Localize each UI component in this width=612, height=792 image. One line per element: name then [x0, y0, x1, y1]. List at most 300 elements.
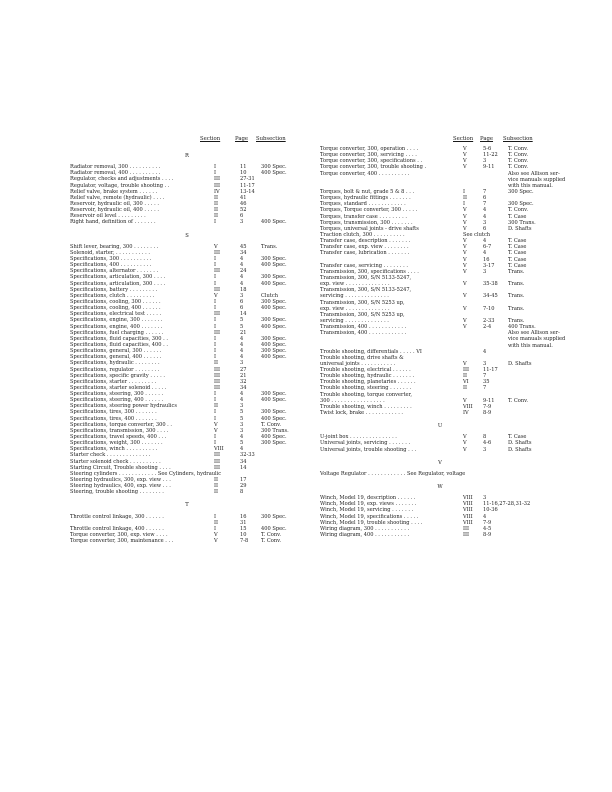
- entry-subsection: D. Shafts: [508, 446, 532, 453]
- entry-page: 7: [483, 373, 487, 380]
- entry-name: Torques, standard . . . . . . . . . . . .: [320, 201, 406, 208]
- entry-section: II: [214, 489, 219, 496]
- entry-name: Specifications, starter . . . . . . . . .: [70, 378, 157, 385]
- entry-section: III: [463, 525, 470, 532]
- entry-page: 4: [483, 348, 487, 355]
- entry-subsection: 400 Spec.: [261, 170, 287, 177]
- entry-page: 11-17: [483, 367, 498, 374]
- entry-name: Reservoir, hydraulic oil, 300 . . . . .: [70, 200, 159, 207]
- index-column-right: [320, 136, 566, 539]
- entry-name: Specifications, winch . . . . . . . . . .: [70, 446, 158, 453]
- index-letter-heading: V: [438, 459, 442, 466]
- page-header: Page: [235, 136, 249, 142]
- entry-section: VIII: [463, 513, 473, 520]
- entry-subsection: T. Conv.: [508, 158, 529, 165]
- entry-section: V: [463, 213, 467, 220]
- entry-name: Transmission, 400 . . . . . . . . . . . .: [320, 330, 407, 337]
- entry-page: 4: [240, 446, 244, 453]
- entry-page: 14: [240, 311, 247, 318]
- entry-section: II: [214, 213, 219, 220]
- entry-subsection: T. Case: [508, 256, 527, 263]
- entry-name: Radiator removal, 300 . . . . . . . . . .: [70, 164, 161, 171]
- entry-page: 16: [240, 513, 247, 520]
- entry-page: 6: [483, 225, 487, 232]
- entry-name: Specifications, battery . . . . . . . . .: [70, 286, 158, 293]
- entry-name: Wiring diagram, 300 . . . . . . . . . . .: [320, 525, 410, 532]
- entry-name: Transmission, 400 . . . . . . . . . . . .: [320, 324, 407, 331]
- index-letter-heading: S: [185, 232, 189, 239]
- entry-subsection: with this manual.: [508, 342, 553, 349]
- entry-section: III: [214, 452, 221, 459]
- entry-page: 16: [483, 256, 490, 263]
- entry-section: V: [214, 292, 218, 299]
- entry-subsection: Clutch: [261, 292, 278, 299]
- entry-subsection: 300 Spec.: [261, 348, 287, 355]
- entry-name: Winch, Model 19, exp. views . . . . . . .: [320, 501, 417, 508]
- entry-section: V: [214, 538, 218, 545]
- entry-subsection: 400 Spec.: [261, 397, 287, 404]
- entry-page: 3: [483, 360, 487, 367]
- entry-name: Specifications, specific gravity . . . . .: [70, 372, 166, 379]
- entry-subsection: T. Conv.: [508, 397, 529, 404]
- entry-page: 5: [240, 317, 244, 324]
- entry-section: I: [214, 525, 217, 532]
- entry-section: III: [214, 464, 221, 471]
- entry-page: 3: [483, 158, 487, 165]
- entry-name: Torques, hydraulic fittings . . . . . . .: [320, 195, 411, 202]
- entry-name: Torques, Torque converter, 300 . . . . .: [320, 207, 418, 214]
- entry-section: II: [214, 483, 219, 490]
- entry-section: II: [214, 477, 219, 484]
- entry-section: V: [463, 268, 467, 275]
- entry-name: Specifications, torque converter, 300 . .: [70, 421, 173, 428]
- entry-section: I: [214, 409, 217, 416]
- entry-page: 27: [240, 366, 247, 373]
- entry-subsection: 300 Spec.: [261, 409, 287, 416]
- entry-section: V: [463, 324, 467, 331]
- entry-page: 35: [483, 379, 490, 386]
- entry-section: V: [463, 293, 467, 300]
- entry-page: 32: [240, 378, 247, 385]
- entry-section: VIII: [214, 446, 224, 453]
- entry-section: V: [463, 397, 467, 404]
- entry-page: 13-14: [240, 188, 255, 195]
- entry-subsection: 400 Spec.: [261, 262, 287, 269]
- entry-section: I: [214, 164, 217, 171]
- entry-name: Torques, bolt & nut, grade 5 & 8 . . .: [320, 188, 415, 195]
- entry-subsection: 300 Spec.: [508, 201, 534, 208]
- entry-name: Regulator, checks and adjustments . . . .: [70, 176, 174, 183]
- entry-subsection: T. Case: [508, 250, 527, 257]
- entry-section: I: [214, 317, 217, 324]
- entry-subsection: D. Shafts: [508, 225, 532, 232]
- entry-section: IV: [463, 410, 469, 417]
- entry-name: Specifications, alternator . . . . . . .: [70, 268, 159, 275]
- entry-page: 4: [240, 341, 244, 348]
- entry-page: 3: [240, 292, 244, 299]
- entry-name: Trouble shooting, winch . . . . . . . . .: [320, 403, 412, 410]
- entry-page: 3: [483, 495, 487, 502]
- entry-section: VIII: [463, 507, 473, 514]
- entry-name: Specifications, steering, 400 . . . . . .: [70, 397, 164, 404]
- entry-page: 3: [483, 268, 487, 275]
- entry-page: 11-22: [483, 152, 498, 159]
- entry-page: 4: [240, 262, 244, 269]
- entry-name: Specifications, electrical test . . . . .: [70, 311, 162, 318]
- entry-page: 7-8: [240, 538, 249, 545]
- entry-page: 24: [240, 268, 247, 275]
- entry-name: Steering hydraulics, 300, exp. view . . .: [70, 477, 171, 484]
- entry-section: I: [214, 323, 217, 330]
- entry-section: III: [214, 249, 221, 256]
- entry-page: 5: [240, 415, 244, 422]
- entry-section: V: [463, 250, 467, 257]
- entry-subsection: 400 Spec.: [261, 354, 287, 361]
- entry-name: Transmission, 300, S/N 5133-5247,: [320, 274, 412, 281]
- entry-name: universal joints . . . . . . . . . . .: [320, 360, 396, 367]
- column-header: [70, 136, 304, 146]
- subsection-header: Subsection: [256, 136, 286, 142]
- entry-name: Transfer case, servicing . . . . . . . .: [320, 262, 408, 269]
- entry-page: 15: [240, 525, 247, 532]
- entry-section: V: [463, 146, 467, 152]
- entry-page: 4: [240, 391, 244, 398]
- entry-subsection: T. Conv.: [508, 207, 529, 214]
- entry-section: III: [463, 367, 470, 374]
- entry-subsection: 400 Spec.: [261, 415, 287, 422]
- entry-subsection: 400 Spec.: [261, 219, 287, 226]
- entry-section: I: [214, 280, 217, 287]
- entry-name: Relief valve, brake system . . . . . .: [70, 188, 158, 195]
- entry-name: Starter check . . . . . . . . . . . . . .: [70, 452, 151, 459]
- entry-subsection: D. Shafts: [508, 360, 532, 367]
- entry-subsection: T. Conv.: [508, 146, 529, 152]
- entry-name: Specifications, fuel charging . . . . . .: [70, 329, 164, 336]
- entry-subsection: 400 Spec.: [261, 323, 287, 330]
- entry-page: 7: [483, 188, 487, 195]
- entry-section: V: [463, 164, 467, 171]
- entry-page: 8-9: [483, 532, 492, 539]
- entry-page: 3-17: [483, 262, 495, 269]
- entry-name: Trouble shooting, differentials . . . . . VI: [320, 348, 422, 355]
- entry-section: II: [214, 519, 219, 526]
- entry-name: Universal joints, trouble shooting . . .: [320, 446, 417, 453]
- entry-section: III: [463, 532, 470, 539]
- entry-page: 3: [240, 403, 244, 410]
- entry-name: Specifications, general, 300 . . . . . .: [70, 348, 162, 355]
- entry-page: 14: [240, 464, 247, 471]
- entry-name: Torques, universal joints - drive shafts: [320, 225, 419, 232]
- entry-name: Specifications, articulation, 300 . . . .: [70, 280, 166, 287]
- entry-section: V: [463, 244, 467, 251]
- entry-name: Specifications, cooling, 400 . . . . . .: [70, 305, 161, 312]
- entry-name: Twist lock, brake . . . . . . . . . . . .: [320, 410, 404, 417]
- entry-page: 4: [240, 335, 244, 342]
- entry-page: 5: [240, 323, 244, 330]
- entry-name: Torque converter, 300, operation . . . .: [320, 146, 419, 152]
- entry-page: 34: [240, 384, 247, 391]
- entry-name: 300 . . . . . . . . . . . . . . . . .: [320, 397, 385, 404]
- entry-section: I: [214, 415, 217, 422]
- index-letter-heading: U: [437, 423, 443, 430]
- entry-name: Specifications, cooling, 300 . . . . . .: [70, 298, 161, 305]
- entry-section: I: [214, 170, 217, 177]
- entry-page: 4: [240, 274, 244, 281]
- entry-page: 4: [483, 513, 487, 520]
- index-entries-left: [70, 153, 304, 544]
- entry-name: Starting Circuit, Trouble shooting . . . .: [70, 464, 171, 471]
- index-entry: [320, 471, 560, 477]
- entry-page: 5: [240, 440, 244, 447]
- entry-name: Transmission, 300, S/N 5253 up,: [320, 311, 405, 318]
- entry-section: II: [214, 194, 219, 201]
- entry-name: Transfer case, description . . . . . . .: [320, 238, 411, 245]
- entry-section: I: [214, 440, 217, 447]
- entry-name: Transfer case, exp. view . . . . . . . .: [320, 244, 409, 251]
- entry-section: II: [463, 385, 468, 392]
- entry-subsection: T. Case: [508, 244, 527, 251]
- entry-name: Trouble shooting, steering . . . . . . .: [320, 385, 412, 392]
- entry-subsection: 300 Spec.: [261, 298, 287, 305]
- entry-section: I: [214, 274, 217, 281]
- entry-name: Relief valve, remote (hydraulic) . . . .: [70, 194, 165, 201]
- entry-subsection: 400 Spec.: [261, 341, 287, 348]
- entry-page: 7-9: [483, 519, 492, 526]
- index-column-left: [70, 136, 304, 544]
- entry-name: Steering hydraulics, 400, exp. view . . .: [70, 483, 171, 490]
- entry-subsection: vice manuals supplied: [508, 176, 566, 183]
- entry-section: III: [214, 329, 221, 336]
- entry-name: Specifications, hydraulic . . . . . . . .: [70, 360, 160, 367]
- entry-page: 52: [240, 207, 247, 214]
- entry-page: 4: [240, 434, 244, 441]
- entry-subsection: Trans.: [261, 243, 278, 250]
- entry-page: 10-36: [483, 507, 498, 514]
- entry-subsection: T. Conv.: [261, 538, 282, 545]
- entry-page: 6: [240, 298, 244, 305]
- entry-name: Specifications, transmission, 300 . . . .: [70, 427, 169, 434]
- entry-name: Transmission, 300, S/N 5253 up,: [320, 299, 405, 306]
- entry-name: Reservoir oil level . . . . . . . . .: [70, 213, 146, 220]
- entry-page: 10: [240, 532, 247, 539]
- entry-page: 41: [240, 194, 247, 201]
- entry-section: IV: [214, 188, 220, 195]
- entry-section: III: [214, 384, 221, 391]
- entry-name: Torque converter, 300, specifications . .: [320, 158, 423, 165]
- entry-page: 2-4: [483, 324, 492, 331]
- entry-page: 6-7: [483, 244, 492, 251]
- entry-page: 3: [240, 360, 244, 367]
- entry-name: Specifications, starter solenoid . . . . .: [70, 384, 167, 391]
- entry-subsection: 300 Spec.: [261, 335, 287, 342]
- entry-section: III: [214, 366, 221, 373]
- entry-section: V: [214, 243, 218, 250]
- entry-page: 34-45: [483, 293, 498, 300]
- entry-name: Torque converter, 300, servicing . . . .: [320, 152, 417, 159]
- entry-page: 3: [240, 219, 244, 226]
- entry-section: III: [214, 378, 221, 385]
- entry-name: Trouble shooting, electrical . . . . . .: [320, 367, 411, 374]
- entry-page: 4: [240, 354, 244, 361]
- entry-section: I: [214, 305, 217, 312]
- entry-section: I: [214, 298, 217, 305]
- entry-page: 11-16,27-28,31-32: [483, 501, 531, 508]
- index-letter-heading: R: [185, 153, 189, 159]
- entry-section: II: [214, 360, 219, 367]
- entry-subsection: Trans.: [508, 293, 525, 300]
- entry-section: III: [214, 182, 221, 189]
- entry-page: 17: [240, 477, 247, 484]
- entry-section: II: [214, 200, 219, 207]
- entry-section: III: [214, 311, 221, 318]
- entry-name: Torque converter, 300, exp. view . . . .: [70, 532, 168, 539]
- entry-name: Trouble shooting, drive shafts &: [320, 354, 404, 361]
- entry-section: I: [214, 397, 217, 404]
- entry-page: 2-33: [483, 317, 495, 324]
- entry-page: 7-10: [483, 305, 495, 312]
- entry-name: Torque converter, 300, trouble shooting .: [320, 164, 427, 171]
- entry-name: Trouble shooting, torque converter,: [320, 391, 412, 398]
- entry-section: I: [463, 188, 466, 195]
- entry-page: 35-38: [483, 281, 498, 288]
- entry-page: 31: [240, 519, 247, 526]
- entry-page: 34: [240, 249, 247, 256]
- entry-subsection: Also see Allison ser-: [508, 330, 560, 337]
- entry-page: 34: [240, 458, 247, 465]
- entry-subsection: vice manuals supplied: [508, 336, 566, 343]
- entry-subsection: with this manual.: [508, 182, 553, 189]
- entry-page: 4: [240, 255, 244, 262]
- entry-subsection: T. Case: [508, 262, 527, 269]
- entry-subsection: 300 Trans.: [261, 427, 289, 434]
- entry-section: VIII: [463, 519, 473, 526]
- entry-section: V: [463, 434, 467, 441]
- entry-subsection: 300 Spec.: [261, 164, 287, 171]
- entry-page: 4: [240, 348, 244, 355]
- entry-section: I: [214, 513, 217, 520]
- entry-name: Specifications, articulation, 300 . . . .: [70, 274, 166, 281]
- entry-section: I: [214, 434, 217, 441]
- entry-name: Winch, Model 19, servicing . . . . . . .: [320, 507, 414, 514]
- index-entries-right: [320, 146, 566, 539]
- entry-name: Steering, trouble shooting . . . . . . . .: [70, 489, 164, 496]
- entry-page: 46: [240, 200, 247, 207]
- entry-section: III: [214, 372, 221, 379]
- entry-page: 8: [483, 434, 487, 441]
- entry-page: 3: [240, 421, 244, 428]
- entry-name: Specifications, engine, 300 . . . . . . .: [70, 317, 163, 324]
- section-header: Section: [453, 136, 474, 142]
- column-header: [320, 136, 560, 146]
- entry-section: VIII: [463, 403, 473, 410]
- index-entry: [320, 532, 560, 538]
- entry-section: II: [463, 373, 468, 380]
- entry-section: V: [463, 262, 467, 269]
- entry-page: 7: [483, 201, 487, 208]
- entry-page: 18: [240, 286, 247, 293]
- entry-name: Transmission, 300, S/N 5133-5247,: [320, 287, 412, 294]
- entry-section: III: [214, 286, 221, 293]
- index-entry: [320, 447, 560, 453]
- entry-name: Wiring diagram, 400 . . . . . . . . . . .: [320, 532, 410, 539]
- entry-section: V: [463, 158, 467, 165]
- entry-name: Specifications, general, 400 . . . . . .: [70, 354, 162, 361]
- entry-page: 45: [240, 243, 247, 250]
- index-letter-heading: W: [437, 484, 443, 491]
- entry-section: VI: [463, 379, 469, 386]
- entry-name: U-joint box . . . . . . . . . . . . . . .: [320, 434, 397, 441]
- entry-name: Torque converter, 400 . . . . . . . . . .: [320, 170, 410, 177]
- entry-page: 6: [240, 213, 244, 220]
- entry-page: 29: [240, 483, 247, 490]
- entry-page: 21: [240, 329, 247, 336]
- entry-section: V: [463, 207, 467, 214]
- entry-name: Specifications, fluid capacities, 300 . .: [70, 335, 169, 342]
- entry-section: V: [463, 238, 467, 245]
- entry-section: I: [214, 335, 217, 342]
- entry-name: Trouble shooting, hydraulic . . . . . . .: [320, 373, 415, 380]
- entry-subsection: 400 Trans.: [508, 324, 536, 331]
- entry-name: Specifications, regulator . . . . . . . .: [70, 366, 160, 373]
- entry-name: Starter solenoid check . . . . . . . . . .: [70, 458, 161, 465]
- entry-page: 4-6: [483, 440, 492, 447]
- entry-subsection: Trans.: [508, 305, 525, 312]
- entry-subsection: T. Case: [508, 238, 527, 245]
- entry-name: Specifications, tires, 300 . . . . . . .: [70, 409, 157, 416]
- entry-page: 4-5: [483, 525, 492, 532]
- entry-name: Voltage Regulator . . . . . . . . . . . . See Regulator, voltage: [320, 470, 466, 477]
- entry-name: Specifications, fluid capacities, 400 . .: [70, 341, 169, 348]
- entry-section: I: [214, 348, 217, 355]
- entry-subsection: Trans.: [508, 281, 525, 288]
- entry-name: Universal joints, servicing . . . . . . .: [320, 440, 411, 447]
- entry-section: V: [214, 427, 218, 434]
- entry-name: Regulator, voltage, trouble shooting . .: [70, 182, 170, 189]
- entry-section: V: [463, 305, 467, 312]
- entry-name: Torques, transmission, 300 . . . . . . .: [320, 219, 413, 226]
- entry-section: V: [463, 317, 467, 324]
- entry-subsection: 300 Spec.: [261, 255, 287, 262]
- entry-section: V: [463, 219, 467, 226]
- entry-name: exp. view . . . . . . . . . . . . . .: [320, 281, 390, 288]
- entry-page: 4: [240, 280, 244, 287]
- index-entry: [70, 538, 304, 544]
- entry-name: Specifications, travel speeds, 400 . . .: [70, 434, 167, 441]
- entry-subsection: Trans.: [508, 317, 525, 324]
- entry-page: 5: [240, 409, 244, 416]
- entry-section: V: [463, 281, 467, 288]
- entry-name: Transfer case, lubrication . . . . . . .: [320, 250, 410, 257]
- entry-section: I: [214, 354, 217, 361]
- entry-subsection: 400 Spec.: [261, 525, 287, 532]
- entry-section: II: [214, 403, 219, 410]
- entry-page: 21: [240, 372, 247, 379]
- entry-name: Winch, Model 19, specifications . . . . .: [320, 513, 419, 520]
- entry-name: Steering cylinders . . . . . . . . . . . . See Cylinders, hydraulic: [70, 470, 222, 477]
- section-header: Section: [200, 136, 221, 142]
- entry-section: III: [214, 458, 221, 465]
- entry-subsection: 300 Spec.: [261, 440, 287, 447]
- entry-section: I: [214, 391, 217, 398]
- entry-section: II: [214, 207, 219, 214]
- entry-name: servicing . . . . . . . . . . . . . .: [320, 293, 389, 300]
- entry-section: I: [463, 201, 466, 208]
- entry-section: V: [463, 256, 467, 263]
- entry-subsection: 300 Spec.: [261, 513, 287, 520]
- entry-page: 3: [240, 427, 244, 434]
- entry-name: Specifications, weight, 300 . . . . . . .: [70, 440, 163, 447]
- entry-page: 11: [240, 164, 247, 171]
